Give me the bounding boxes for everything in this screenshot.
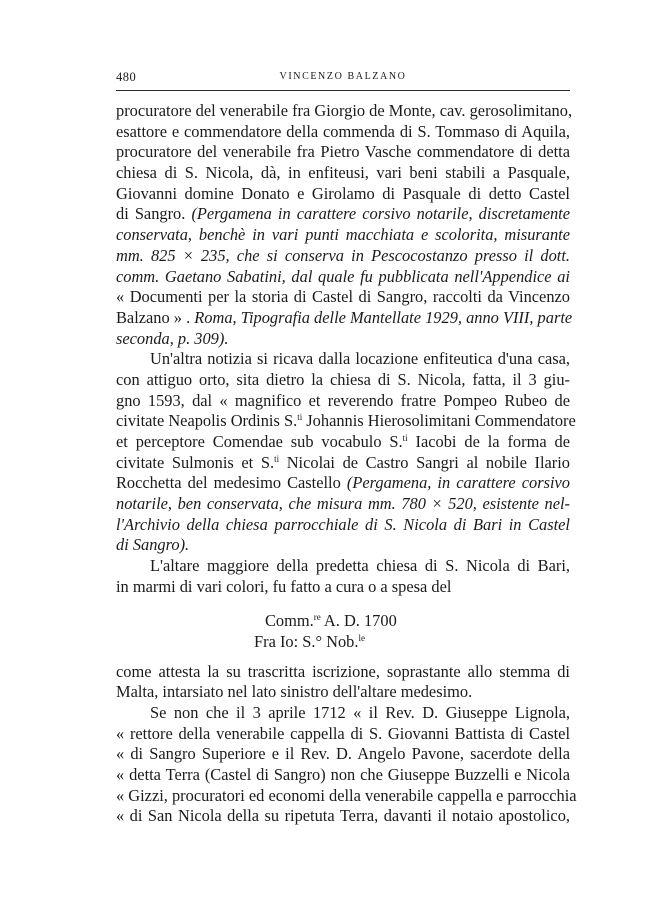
text-span: A. D. 1700 <box>320 610 397 630</box>
citation-italic: Roma, Tipografia delle Mantellate 1929, anno VIII, parte <box>194 307 573 327</box>
text-span: civitate Neapolis Ordinis S. <box>116 411 298 431</box>
text-line: con attiguo orto, sita dietro la chiesa di S. Nicola, fatta, il 3 giu- <box>116 369 570 389</box>
altar-inscription <box>116 610 570 652</box>
paragraph-start: L'altare maggiore della predetta chiesa di S. Nicola di Bari, <box>150 556 570 576</box>
page-header <box>116 68 570 88</box>
running-title: VINCENZO BALZANO <box>279 71 407 82</box>
superscript: re <box>313 611 321 622</box>
book-page <box>116 68 577 827</box>
inscription-line <box>116 631 570 652</box>
text-line: esattore e commendatore della commenda di S. Tommaso di Aquila, <box>116 121 570 141</box>
text-line: gno 1593, dal « magnifico et reverendo fratre Pompeo Rubeo de <box>116 390 570 410</box>
text-line <box>116 473 570 494</box>
text-line: Giovanni domine Donato e Girolamo di Pasquale di detto Castel <box>116 183 570 203</box>
text-line <box>116 204 570 225</box>
quote-line: « di Sangro Superiore e il Rev. D. Angelo Pavone, sacerdote della <box>116 744 570 764</box>
paragraph-start: Un'altra notizia si ricava dalla locazione enfiteutica d'una casa, <box>150 349 570 369</box>
citation-line: seconda, p. 309). <box>116 328 229 348</box>
superscript: ti <box>297 412 303 423</box>
body-text-continued <box>116 661 577 828</box>
text-span: Nicolai de Castro Sangri al nobile Ilario <box>279 452 571 472</box>
text-line: come attesta la su trascritta iscrizione, soprastante allo stemma di <box>116 661 570 681</box>
citation-line: notarile, ben conservata, che misura mm. 780 × 520, esistente nel- <box>116 494 570 514</box>
text-line <box>116 307 573 329</box>
header-rule <box>116 90 570 91</box>
quote-line: « Gizzi, procuratori ed economi della venerabile cappella e parrocchia <box>116 785 577 805</box>
superscript: ti <box>274 453 280 464</box>
text-span: Comm. <box>265 610 314 630</box>
citation-line: conservata, benchè in vari punti macchiata e scolorita, misurante <box>116 225 570 245</box>
citation-line: l'Archivio della chiesa parrocchiale di S. Nicola di Bari in Castel <box>116 514 570 534</box>
superscript: le <box>358 632 365 643</box>
inscription-line <box>116 610 570 631</box>
text-span: Johannis Hierosolimitani Commendatore <box>302 411 576 431</box>
citation-line: comm. Gaetano Sabatini, dal quale fu pubblicata nell'Appendice ai <box>116 266 570 286</box>
citation-line: mm. 825 × 235, che si conserva in Pescocostanzo presso il dott. <box>116 245 570 265</box>
text-span: Iacobi de la forma de <box>407 432 570 451</box>
text-line: procuratore del venerabile fra Giorgio de Monte, cav. gerosolimitano, <box>116 101 573 120</box>
text-span: di Sangro. <box>116 204 192 224</box>
text-span: civitate Sulmonis et S. <box>116 452 275 472</box>
quote-line: « rettore della venerabile cappella di S. Giovanni Battista di Castel <box>116 723 570 743</box>
body-text <box>116 101 576 598</box>
citation-italic: (Pergamena, in carattere corsivo <box>346 473 570 493</box>
text-line <box>116 432 570 453</box>
text-span: Rocchetta del medesimo Castello <box>116 473 347 493</box>
text-span: Fra Io: S.° Nob. <box>254 631 359 651</box>
text-line: Malta, intarsiato nel lato sinistro dell'altare medesimo. <box>116 682 473 702</box>
quote-line: « detta Terra (Castel di Sangro) non che Giuseppe Buzzelli e Nicola <box>116 764 570 784</box>
superscript: ti <box>402 433 408 443</box>
text-line: procuratore del venerabile fra Pietro Vasche commendatore di detta <box>116 142 570 162</box>
text-span: Balzano » . <box>116 307 195 327</box>
text-line: « Documenti per la storia di Castel di Sangro, raccolti da Vincenzo <box>116 287 570 307</box>
text-line <box>116 453 570 474</box>
text-line: chiesa di S. Nicola, dà, in enfiteusi, vari beni stabili a Pasquale, <box>116 163 570 183</box>
paragraph-start: Se non che il 3 aprile 1712 « il Rev. D. Giuseppe Lignola, <box>150 702 570 722</box>
page-number: 480 <box>116 70 137 84</box>
citation-italic: (Pergamena in carattere corsivo notarile, discretamente <box>191 204 571 224</box>
citation-line: di Sangro). <box>116 535 190 555</box>
text-line <box>116 411 576 432</box>
text-line: in marmi di vari colori, fu fatto a cura o a spesa del <box>116 576 452 596</box>
quote-line: « di San Nicola della su ripetuta Terra, davanti il notaio apostolico, <box>116 806 570 826</box>
text-span: et perceptore Comendae sub vocabulo S. <box>116 432 403 451</box>
